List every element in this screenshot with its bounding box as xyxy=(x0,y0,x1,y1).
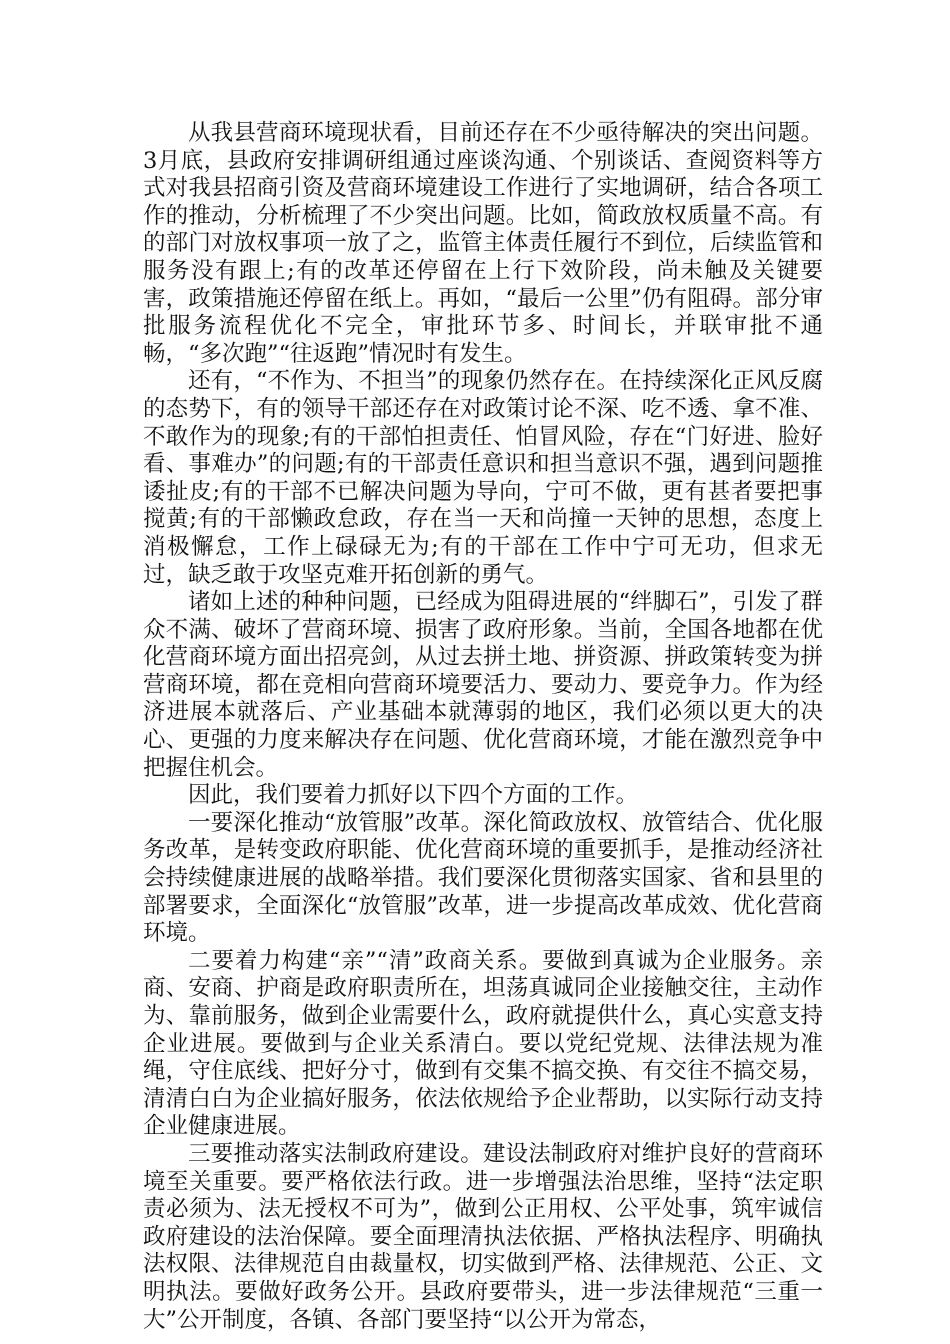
paragraph-four-tasks-intro: 因此，我们要着力抓好以下四个方面的工作。 xyxy=(188,782,639,809)
paragraph-stumbling-block: 诸如上述的种种问题，已经成为阻碍进展的“绊脚石”，引发了群众不满、破坏了营商环境、损害了政府形象。当前，全国各地都在优化营商环境方面出招亮剑，从过去拼土地、拼资源、拼政策转变为拼营商环境，都在竞相向营商环境要活力、要动力、要竞争力。作为经济进展本就落后、产业基础本就薄弱的地区，我们必须以更大的决心、更强的力度来解决存在问题、优化营商环境，才能在激烈竞争中把握住机会。 xyxy=(143,589,823,781)
paragraph-business-environment-problems: 从我县营商环境现状看，目前还存在不少亟待解决的突出问题。3月底，县政府安排调研组通过座谈沟通、个别谈话、查阅资料等方式对我县招商引资及营商环境建设工作进行了实地调研，结合各项工作的推动，分析梳理了不少突出问题。比如，简政放权质量不高。有的部门对放权事项一放了之，监管主体责任履行不到位，后续监管和服务没有跟上;有的改革还停留在上行下效阶段，尚未触及关键要害，政策措施还停留在纸上。再如，“最后一公里”仍有阻碍。部分审批服务流程优化不完全，审批环节多、时间长，并联审批不通畅，“多次跑”“往返跑”情况时有发生。 xyxy=(143,120,823,367)
paragraph-inaction-problems: 还有，“不作为、不担当”的现象仍然存在。在持续深化正风反腐的态势下，有的领导干部还存在对政策讨论不深、吃不透、拿不准、不敢作为的现象;有的干部怕担责任、怕冒风险，存在“门好进、脸好看、事难办”的问题;有的干部责任意识和担当意识不强，遇到问题推诿扯皮;有的干部不已解决问题为导向，宁可不做，更有甚者要把事搅黄;有的干部懒政怠政，存在当一天和尚撞一天钟的思想，态度上消极懈怠，工作上碌碌无为;有的干部在工作中宁可无功，但求无过，缺乏敢于攻坚克难开拓创新的勇气。 xyxy=(143,368,823,588)
paragraph-task-one: 一要深化推动“放管服”改革。深化简政放权、放管结合、优化服务改革，是转变政府职能、优化营商环境的重要抓手，是推动经济社会持续健康进展的战略举措。我们要深化贯彻落实国家、省和县里的部署要求，全面深化“放管服”改革，进一步提高改革成效、优化营商环境。 xyxy=(143,809,823,947)
paragraph-task-three: 三要推动落实法制政府建设。建设法制政府对维护良好的营商环境至关重要。要严格依法行政。进一步增强法治思维，坚持“法定职责必须为、法无授权不可为”，做到公正用权、公平处事，筑牢诚信政府建设的法治保障。要全面理清执法依据、严格执法程序、明确执法权限、法律规范自由裁量权，切实做到严格、法律规范、公正、文明执法。要做好政务公开。县政府要带头，进一步法律规范“三重一大”公开制度，各镇、各部门要坚持“以公开为常态， xyxy=(143,1140,823,1333)
paragraph-task-two: 二要着力构建“亲”“清”政商关系。要做到真诚为企业服务。亲商、安商、护商是政府职责所在，坦荡真诚同企业接触交往，主动作为、靠前服务，做到企业需要什么，政府就提供什么，真心实意支持企业进展。要做到与企业关系清白。要以党纪党规、法律法规为准绳，守住底线、把好分寸，做到有交集不搞交换、有交往不搞交易，清清白白为企业搞好服务，依法依规给予企业帮助，以实际行动支持企业健康进展。 xyxy=(143,947,823,1140)
document-body xyxy=(143,120,823,1334)
